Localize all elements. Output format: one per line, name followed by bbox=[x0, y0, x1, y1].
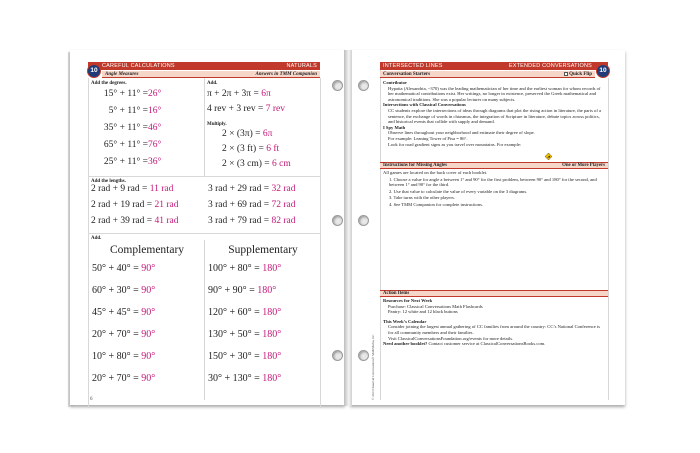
equation-answer: 21 rad bbox=[154, 200, 179, 210]
intersections-head: Intersections with Classical Conversations bbox=[383, 102, 466, 108]
equation-answer: 180° bbox=[262, 307, 282, 318]
spy-math-text-2: For example: Leaning Tower of Pisa = 86°. bbox=[388, 135, 468, 141]
binder-hole bbox=[332, 350, 343, 361]
equation-expression: 2 × (3 cm) = bbox=[222, 159, 273, 169]
equation-answer: 76° bbox=[148, 140, 162, 150]
equation-answer: 32 rad bbox=[271, 184, 296, 194]
lesson-number-badge: 10 bbox=[87, 64, 101, 78]
equation-row bbox=[208, 200, 296, 210]
equation-expression: 50° + 40° = bbox=[92, 263, 142, 274]
equation-row bbox=[207, 89, 271, 99]
answers-reference: Answers in TMM Companion bbox=[255, 72, 317, 77]
right-header-bar bbox=[380, 62, 608, 70]
equation-expression: 20° + 70° = bbox=[92, 329, 142, 340]
right-header-title: INTERSECTED LINES bbox=[383, 63, 443, 69]
equation-answer: 82 rad bbox=[271, 216, 296, 226]
calendar-text-2: Visit ClassicalConversationsFoundation.org/events for more details. bbox=[388, 335, 514, 341]
equation-row bbox=[92, 351, 155, 362]
equation-row bbox=[222, 159, 291, 169]
lesson-number-badge-right: 10 bbox=[596, 64, 610, 78]
equation-answer: 6 ft bbox=[266, 144, 280, 154]
instruction-step: 4. See TMM Companion for complete instructions. bbox=[389, 201, 484, 207]
equation-expression: 15° + 11° = bbox=[103, 89, 148, 99]
equation-expression: 130° + 50° = bbox=[208, 329, 263, 340]
equation-row bbox=[92, 263, 155, 274]
left-header-title: CAREFUL CALCULATIONS bbox=[102, 63, 175, 69]
quick-flip-text: Quick Flip bbox=[569, 72, 592, 77]
action-items-section bbox=[383, 298, 605, 347]
action-items-head bbox=[380, 290, 608, 297]
equation-expression: 150° + 30° = bbox=[208, 351, 263, 362]
equation-answer: 180° bbox=[262, 263, 282, 274]
equation-answer: 6π bbox=[262, 129, 273, 139]
equation-expression: 30° + 130° = bbox=[208, 373, 263, 384]
equation-answer: 180° bbox=[257, 285, 277, 296]
equation-expression: 4 rev + 3 rev = bbox=[207, 104, 266, 114]
equation-expression: 20° + 70° = bbox=[92, 373, 142, 384]
equation-expression: 2 × (3π) = bbox=[222, 129, 263, 139]
equation-answer: 90° bbox=[141, 351, 156, 362]
left-header-bar bbox=[88, 62, 320, 70]
conversation-subhead bbox=[380, 71, 595, 78]
equation-answer: 26° bbox=[148, 89, 162, 99]
row-divider bbox=[88, 176, 320, 177]
equation-row bbox=[92, 329, 155, 340]
equation-expression: 25° + 11° = bbox=[103, 157, 148, 167]
equation-answer: 11 rad bbox=[149, 184, 174, 194]
equation-expression: π + 2π + 3π = bbox=[207, 89, 262, 99]
equation-answer: 180° bbox=[262, 373, 282, 384]
intersections-text: CC students explore the intersections of ideas through diagrams that plot the rising action in literature, the parts of a sentence, the exchange of words in chiasmus, the integration of Scripture in literature, debate topics across politics, and historical events that collide with supply and demand. bbox=[388, 107, 602, 125]
equation-expression: 2 rad + 9 rad = bbox=[91, 184, 150, 194]
add-degrees-label: Add the degrees. bbox=[91, 81, 127, 86]
equation-row bbox=[208, 216, 296, 226]
page-number: 6 bbox=[90, 397, 93, 402]
equation-row bbox=[208, 329, 281, 340]
spy-math-head: I Spy Math bbox=[383, 124, 406, 130]
copyright-notice: © 2023 Classical Conversations® MultiMedia, Inc. bbox=[371, 334, 375, 400]
equation-row bbox=[91, 200, 179, 210]
equation-answer: 46° bbox=[148, 123, 162, 133]
equation-expression: 60° + 30° = bbox=[92, 285, 142, 296]
binder-hole bbox=[358, 80, 369, 91]
booklet-contact: Contact customer service at ClassicalConversationsBooks.com. bbox=[427, 341, 546, 347]
equation-row bbox=[208, 351, 281, 362]
missing-angles-section bbox=[383, 170, 605, 208]
equation-answer: 72 rad bbox=[271, 200, 296, 210]
equation-row bbox=[208, 263, 281, 274]
missing-angles-head bbox=[380, 162, 608, 169]
conversation-starters-label: Conversation Starters bbox=[383, 72, 431, 77]
equation-expression: 100° + 80° = bbox=[208, 263, 263, 274]
left-subhead bbox=[102, 71, 320, 78]
equation-answer: 7 rev bbox=[265, 104, 285, 114]
equation-answer: 90° bbox=[141, 373, 156, 384]
equation-expression: 10° + 80° = bbox=[92, 351, 142, 362]
contributor-text: Hypatia (Alexandria, ~370) was the leading mathematician of her time and the earliest woman for whom records of her mathematical contributions exist. Her writings, no longer in existence, preserved the Greek mathematical and astronomical traditions. She was a popular lecturer on many subjects. bbox=[388, 85, 601, 102]
booklet-question: Need another booklet? bbox=[383, 341, 428, 347]
spy-math-text-3: Look for road gradient signs as you travel over mountains. For example: bbox=[388, 141, 522, 147]
equation-expression: 2 rad + 39 rad = bbox=[91, 216, 155, 226]
instruction-step: 1. Choose a value for angle a between 1° and 90° for the first problem, between 90° and 180° for the second, and between 1° and 90° for the third. bbox=[389, 176, 597, 188]
equation-row bbox=[208, 373, 281, 384]
equation-row bbox=[208, 285, 276, 296]
binding-spine bbox=[344, 50, 352, 406]
road-gradient-sign-icon bbox=[545, 153, 552, 160]
equation-answer: 90° bbox=[141, 263, 156, 274]
calendar-text-1: Consider joining the largest annual gathering of CC families from around the country: CC’s National Conference is for all community members and their families. bbox=[388, 324, 600, 335]
equation-row bbox=[92, 285, 155, 296]
equation-row bbox=[92, 373, 155, 384]
column-divider bbox=[204, 78, 205, 176]
supplementary-title: Supplementary bbox=[228, 244, 298, 256]
equation-expression: 35° + 11° = bbox=[103, 123, 148, 133]
equation-answer: 36° bbox=[148, 157, 162, 167]
equation-expression: 2 rad + 19 rad = bbox=[91, 200, 155, 210]
equation-expression: 3 rad + 29 rad = bbox=[208, 184, 272, 194]
instruction-step: 3. Take turns with the other players. bbox=[389, 195, 455, 201]
equation-row bbox=[222, 144, 279, 154]
action-items-title: Action Items bbox=[383, 291, 410, 296]
binder-hole bbox=[358, 215, 369, 226]
equation-answer: 90° bbox=[141, 285, 156, 296]
angle-measures-label: Angle Measures bbox=[105, 72, 139, 77]
right-frame-line bbox=[608, 78, 609, 400]
equation-expression: 120° + 60° = bbox=[208, 307, 263, 318]
spy-math-text-1: Observe lines throughout your neighborhood and estimate their degree of slope. bbox=[388, 130, 535, 136]
complementary-title: Complementary bbox=[109, 244, 185, 256]
equation-answer: 90° bbox=[141, 307, 156, 318]
equation-row bbox=[92, 89, 202, 99]
binder-hole bbox=[332, 80, 343, 91]
equation-expression: 65° + 11° = bbox=[103, 140, 148, 150]
instruction-steps bbox=[383, 177, 605, 208]
equation-row bbox=[207, 104, 285, 114]
add-label: Add. bbox=[207, 81, 218, 86]
row-divider bbox=[88, 233, 320, 234]
binder-hole bbox=[332, 215, 343, 226]
quick-flip-label bbox=[564, 71, 592, 78]
equation-row bbox=[222, 129, 272, 139]
equation-row bbox=[92, 123, 202, 133]
equation-expression: 3 rad + 79 rad = bbox=[208, 216, 272, 226]
binder-hole bbox=[358, 350, 369, 361]
equation-expression: 5° + 11° = bbox=[108, 106, 148, 116]
missing-angles-intro: All games are located on the back cover of each booklet. bbox=[383, 170, 488, 175]
contributor-section bbox=[383, 80, 605, 147]
contributor-head: Contributor bbox=[383, 80, 407, 85]
equation-answer: 90° bbox=[141, 329, 156, 340]
multiply-label: Multiply. bbox=[207, 122, 227, 127]
equation-expression: 3 rad + 69 rad = bbox=[208, 200, 272, 210]
equation-row bbox=[92, 157, 202, 167]
equation-answer: 41 rad bbox=[154, 216, 179, 226]
resources-item-1: Purchase: Classical Conversations Math Flashcards bbox=[388, 303, 483, 309]
missing-angles-title: Instructions for Missing Angles bbox=[383, 163, 448, 168]
players-count: One or More Players bbox=[562, 163, 605, 168]
equation-answer: 180° bbox=[262, 351, 282, 362]
left-header-section: NATURALS bbox=[286, 63, 317, 69]
right-frame-line bbox=[320, 78, 321, 408]
equation-row bbox=[208, 307, 281, 318]
equation-row bbox=[208, 184, 296, 194]
checkbox-icon bbox=[564, 72, 568, 76]
instruction-step: 2. Use that value to calculate the value of every variable on the 3 diagrams. bbox=[389, 188, 528, 194]
equation-row bbox=[91, 216, 179, 226]
resources-head: Resources for Next Week bbox=[383, 298, 433, 303]
column-divider bbox=[204, 240, 205, 400]
equation-row bbox=[92, 106, 202, 116]
add-lengths-label: Add the lengths. bbox=[91, 179, 126, 184]
equation-expression: 2 × (3 ft) = bbox=[222, 144, 267, 154]
equation-answer: 180° bbox=[262, 329, 282, 340]
equation-row bbox=[92, 140, 202, 150]
calendar-head: This Week’s Calendar bbox=[383, 318, 427, 324]
add-label-2: Add. bbox=[91, 236, 102, 241]
equation-row bbox=[92, 307, 155, 318]
equation-row bbox=[91, 184, 173, 194]
equation-answer: 16° bbox=[148, 106, 162, 116]
left-frame-line bbox=[380, 70, 381, 400]
equation-answer: 6 cm bbox=[272, 159, 291, 169]
left-frame-line bbox=[88, 78, 89, 408]
equation-expression: 90° + 90° = bbox=[208, 285, 258, 296]
right-header-section: EXTENDED CONVERSATIONS bbox=[508, 63, 592, 69]
equation-answer: 6π bbox=[261, 89, 271, 99]
equation-expression: 45° + 45° = bbox=[92, 307, 142, 318]
resources-item-2: Pantry: 12 white and 12 black buttons bbox=[388, 309, 458, 315]
